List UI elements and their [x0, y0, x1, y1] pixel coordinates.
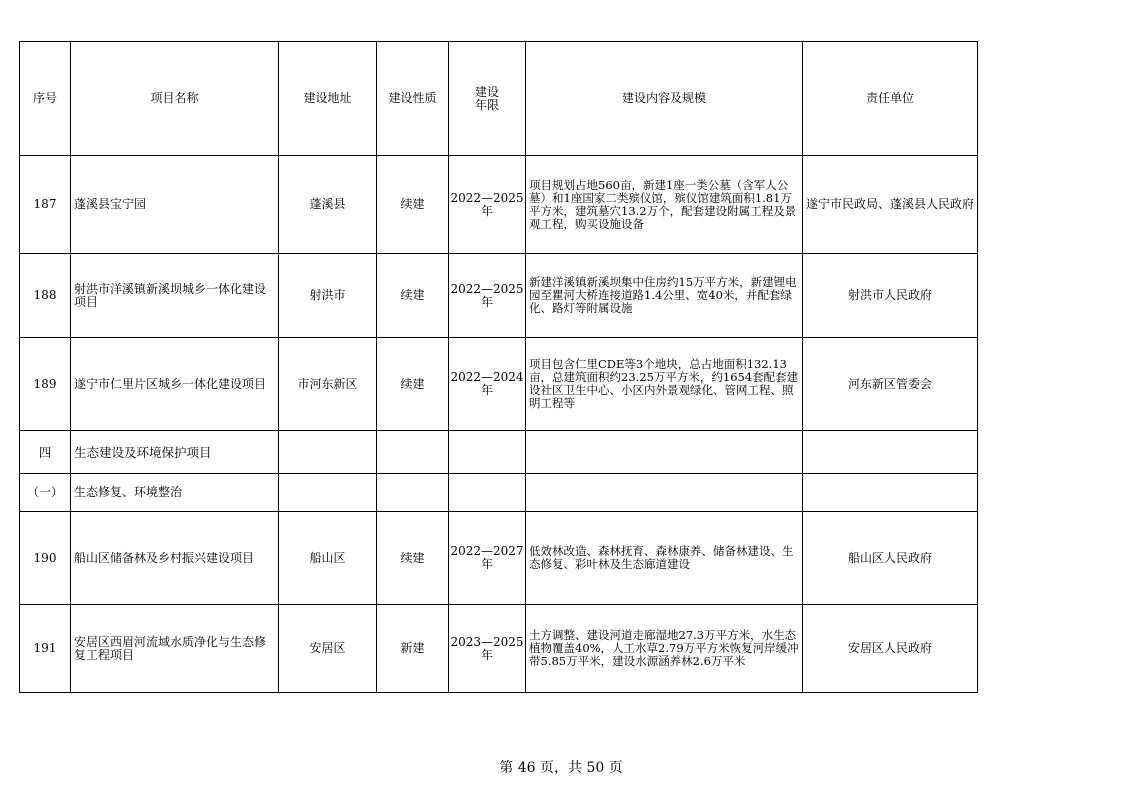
row-name: 遂宁市仁里片区城乡一体化建设项目	[71, 338, 279, 431]
section-title: 生态建设及环境保护项目	[71, 431, 279, 474]
row-period: 2022—2025年	[449, 254, 526, 338]
row-location: 蓬溪县	[279, 156, 377, 254]
row-seq: 188	[20, 254, 71, 338]
project-table	[19, 41, 978, 693]
row-nature: 续建	[377, 338, 449, 431]
row-nature: 新建	[377, 605, 449, 693]
row-location: 船山区	[279, 512, 377, 605]
row-seq: 191	[20, 605, 71, 693]
row-content: 新建洋溪镇新溪坝集中住房约15万平方米，新建锂电园至瞿河大桥连接道路1.4公里、宽40米，并配套绿化、路灯等附属设施	[526, 254, 803, 338]
row-name: 安居区西眉河流域水质净化与生态修复工程项目	[71, 605, 279, 693]
row-unit: 安居区人民政府	[803, 605, 978, 693]
subsection-title: 生态修复、环境整治	[71, 474, 279, 512]
header-nature: 建设性质	[377, 42, 449, 156]
header-location: 建设地址	[279, 42, 377, 156]
row-period: 2022—2027年	[449, 512, 526, 605]
row-location: 安居区	[279, 605, 377, 693]
table-header-row	[20, 42, 978, 156]
row-nature: 续建	[377, 156, 449, 254]
table-row	[20, 512, 978, 605]
row-seq: 190	[20, 512, 71, 605]
row-nature: 续建	[377, 254, 449, 338]
row-nature: 续建	[377, 512, 449, 605]
header-seq: 序号	[20, 42, 71, 156]
row-content: 项目规划占地560亩，新建1座一类公墓（含军人公墓）和1座国家二类殡仪馆，殡仪馆建筑面积1.81万平方米，建筑墓穴13.2万个，配套建设附属工程及景观工程，购买设施设备	[526, 156, 803, 254]
row-period: 2022—2025年	[449, 156, 526, 254]
row-period: 2023—2025年	[449, 605, 526, 693]
row-seq: 187	[20, 156, 71, 254]
header-period-line2: 年限	[474, 97, 499, 112]
subsection-seq: （一）	[20, 474, 71, 512]
row-period: 2022—2024年	[449, 338, 526, 431]
table-row	[20, 156, 978, 254]
row-location: 射洪市	[279, 254, 377, 338]
row-name: 船山区储备林及乡村振兴建设项目	[71, 512, 279, 605]
row-content: 低效林改造、森林抚育、森林康养、储备林建设、生态修复、彩叶林及生态廊道建设	[526, 512, 803, 605]
row-unit: 遂宁市民政局、蓬溪县人民政府	[803, 156, 978, 254]
row-name: 射洪市洋溪镇新溪坝城乡一体化建设项目	[71, 254, 279, 338]
row-unit: 射洪市人民政府	[803, 254, 978, 338]
page-footer: 第 46 页，共 50 页	[499, 760, 623, 776]
row-unit: 船山区人民政府	[803, 512, 978, 605]
row-unit: 河东新区管委会	[803, 338, 978, 431]
section-seq: 四	[20, 431, 71, 474]
section-row	[20, 431, 978, 474]
row-content: 项目包含仁里CDE等3个地块，总占地面积132.13亩，总建筑面积约23.25万平方米，约1654套配套建设社区卫生中心、小区内外景观绿化、管网工程、照明工程等	[526, 338, 803, 431]
header-content: 建设内容及规模	[526, 42, 803, 156]
subsection-row	[20, 474, 978, 512]
row-seq: 189	[20, 338, 71, 431]
row-location: 市河东新区	[279, 338, 377, 431]
table-row	[20, 605, 978, 693]
header-name: 项目名称	[71, 42, 279, 156]
row-content: 土方调整、建设河道走廊湿地27.3万平方米，水生态植物覆盖40%，人工水草2.79万平方米恢复河岸缓冲带5.85万平米，建设水源涵养林2.6万平米	[526, 605, 803, 693]
table-row	[20, 254, 978, 338]
table-row	[20, 338, 978, 431]
header-unit: 责任单位	[803, 42, 978, 156]
row-name: 蓬溪县宝宁园	[71, 156, 279, 254]
header-period-line1: 建设	[474, 84, 499, 99]
header-period	[449, 42, 526, 156]
